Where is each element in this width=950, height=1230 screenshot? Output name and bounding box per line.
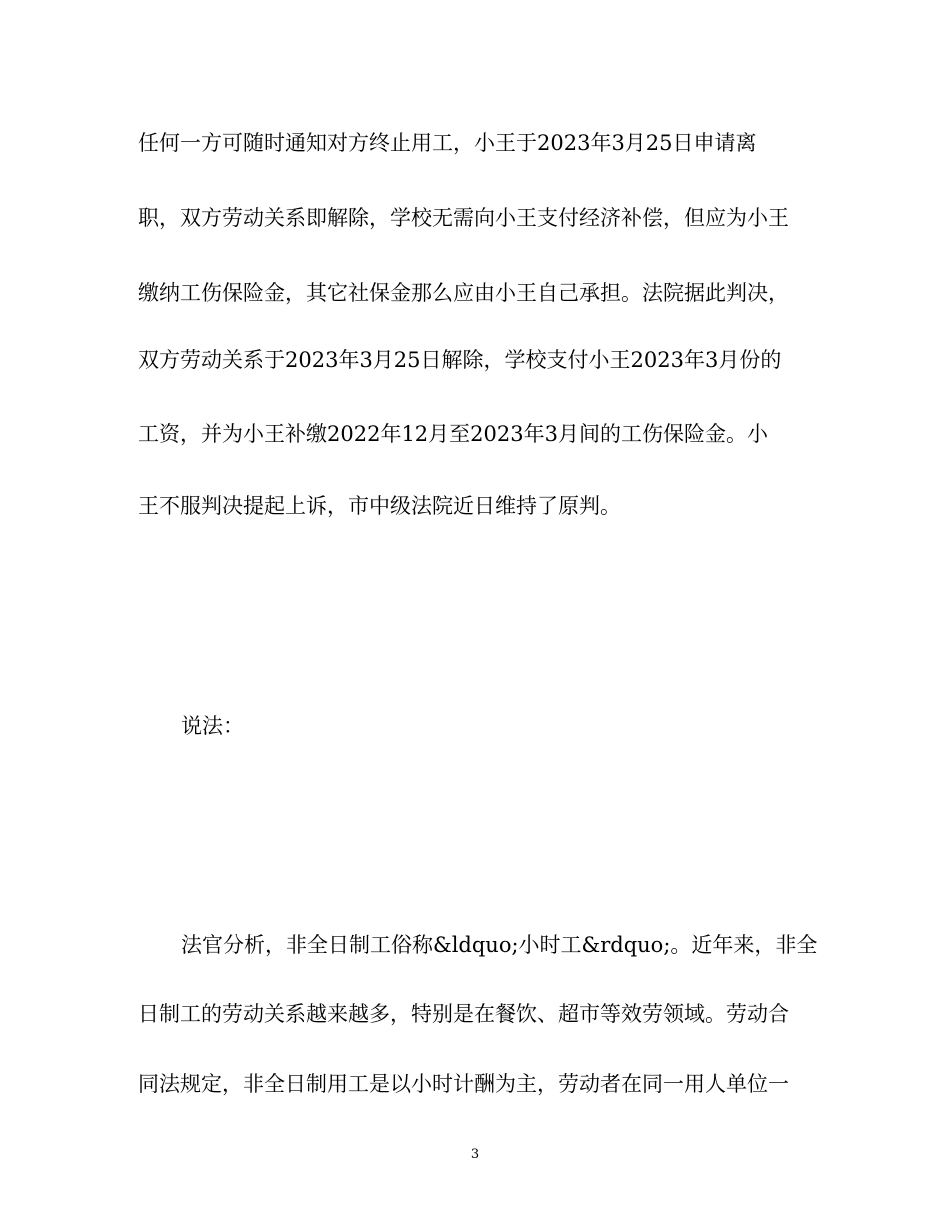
page-number: 3: [470, 1147, 480, 1162]
paragraph-line: 任何一方可随时通知对方终止用工，小王于2023年3月25日申请离: [138, 131, 757, 155]
paragraph-line: 工资，并为小王补缴2022年12月至2023年3月间的工伤保险金。小: [138, 422, 768, 446]
paragraph-line: 日制工的劳动关系越来越多，特别是在餐饮、超市等效劳领域。劳动合: [138, 1002, 789, 1026]
paragraph-line: 同法规定，非全日制用工是以小时计酬为主，劳动者在同一用人单位一: [138, 1072, 789, 1096]
paragraph-line: 职，双方劳动关系即解除，学校无需向小王支付经济补偿，但应为小王: [138, 206, 789, 230]
paragraph-line: 缴纳工伤保险金，其它社保金那么应由小王自己承担。法院据此判决，: [138, 281, 789, 305]
paragraph-line: 王不服判决提起上诉，市中级法院近日维持了原判。: [138, 494, 621, 518]
paragraph-line: 法官分析，非全日制工俗称&ldquo;小时工&rdquo;。近年来，非全: [181, 933, 818, 957]
section-heading: 说法：: [181, 714, 244, 738]
paragraph-line: 双方劳动关系于2023年3月25日解除，学校支付小王2023年3月份的: [138, 348, 782, 372]
